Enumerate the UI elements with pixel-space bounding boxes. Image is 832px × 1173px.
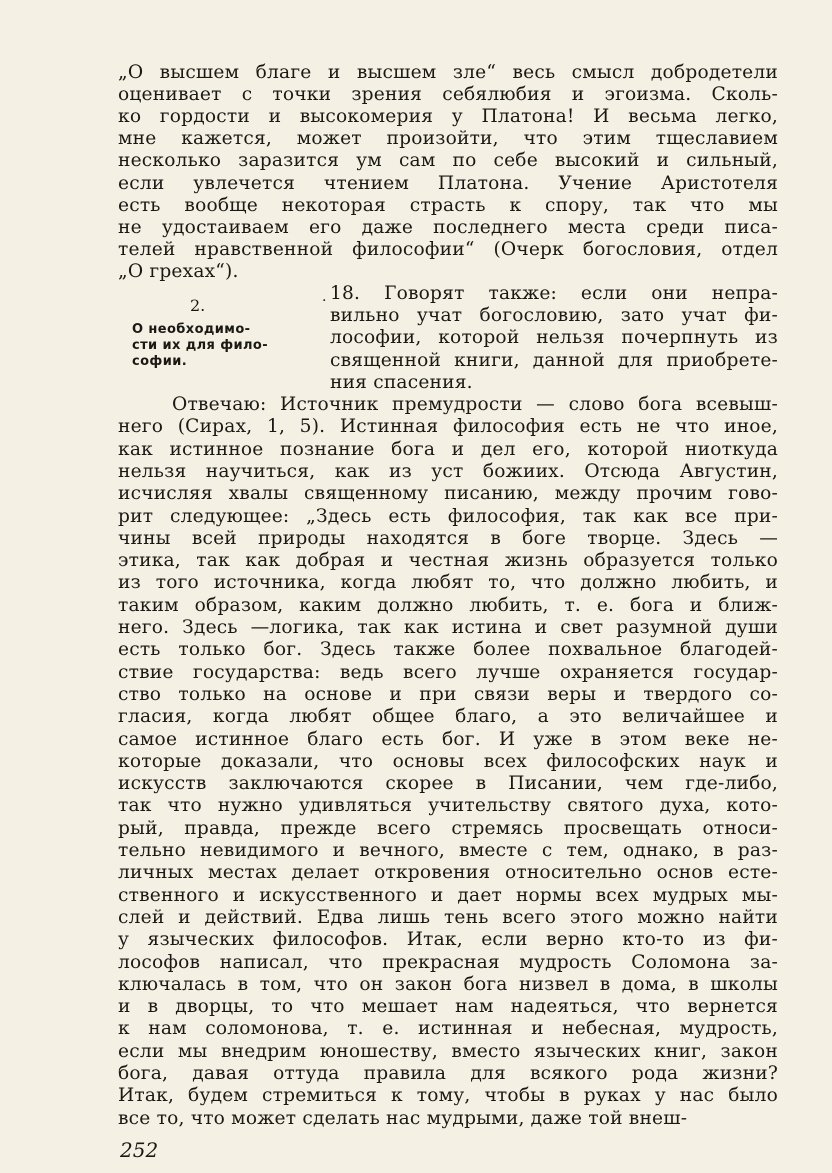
text-line: него. Здесь —логика, так как истина и свет разумной души [118,617,778,638]
text-line: есть только бог. Здесь также более похвальное благодей- [118,639,778,661]
text-line: тельно невидимого и вечного, вместе с тем, однако, в раз- [118,840,778,861]
text-line: чины всей природы находятся в боге творце. Здесь — [118,527,778,549]
text-line: гласия, когда любят общее благо, а это величайшее и [118,706,778,728]
text-line: ния спасения. [330,371,473,393]
text-line: есть вообще некоторая страсть к спору, так что мы [118,194,778,216]
side-heading-line: О необходимо- [132,322,251,337]
text-line: которые доказали, что основы всех философских наук и [118,750,778,772]
text-line: оценивает с точки зрения себялюбия и эгоизма. Сколь- [118,84,778,106]
text-line: слей и действий. Едва лишь тень всего этого можно найти [118,906,778,928]
text-line: Отвечаю: Источник премудрости — слово бога всевыш- [172,394,778,415]
text-line: ственного и искусственного и дает нормы всех мудрых мы- [118,884,778,906]
side-heading-line: софии. [132,354,188,369]
text-line: если увлечется чтением Платона. Учение Аристотеля [118,172,778,194]
text-line: таким образом, каким должно любить, т. е. бога и ближ- [118,594,778,616]
text-line: самое истинное благо есть бог. И уже в этом веке не- [118,728,778,750]
margin-dash: · [322,293,327,309]
text-line: бога, давая оттуда правила для всякого рода жизни? [118,1063,778,1084]
text-line: лософов написал, что прекрасная мудрость Соломона за- [118,951,778,973]
text-line: если мы внедрим юношеству, вместо языческих книг, закон [118,1040,778,1062]
section-number: 2. [190,296,206,315]
text-line: так что нужно удивляться учительству святого духа, кото- [118,795,778,817]
text-line: ствие государства: ведь всего лучше охраняется государ- [118,661,778,683]
text-line: нельзя научиться, как из уст божиих. Отсюда Августин, [118,460,778,482]
text-line: „О грехах“). [118,260,239,282]
text-line: мне кажется, может произойти, что этим тщеславием [118,128,778,150]
text-line: искусств заключаются скорее в Писании, чем где-либо, [118,773,778,795]
text-line: несколько заразится ум сам по себе высокий и сильный, [118,150,778,172]
text-line: личных местах делает откровения относительно основ есте- [118,862,778,884]
side-heading-line: сти их для фило- [132,338,269,353]
text-line: к нам соломонова, т. е. истинная и небесная, мудрость, [118,1018,778,1040]
text-line: этика, так как добрая и честная жизнь образуется только [118,550,778,572]
text-line: телей нравственной философии“ (Очерк богословия, отдел [118,238,778,260]
text-line: ство только на основе и при связи веры и твердого со- [118,683,778,705]
text-line: из того источника, когда любят то, что должно любить, и [118,572,778,594]
page-number: 252 [120,1138,159,1162]
text-line: рит следующее: „Здесь есть философия, так как все при- [118,505,778,527]
text-line: него (Сирах, 1, 5). Истинная философия есть не что иное, [118,416,778,438]
text-line: исчисляя хвалы священному писанию, между прочим гово- [118,483,778,505]
text-line: „О высшем благе и высшем зле“ весь смысл добродетели [118,62,778,83]
text-line: все то, что может сделать нас мудрыми, даже той внеш- [118,1107,688,1129]
text-line: лософии, которой нельзя почерпнуть из [330,327,778,349]
text-line: и в дворцы, то что мешает нам надеяться, что вернется [118,996,778,1018]
text-line: Итак, будем стремиться к тому, чтобы в руках у нас было [118,1085,778,1107]
text-line: рый, правда, прежде всего стремясь просвещать относи- [118,817,778,839]
text-line: ко гордости и высокомерия у Платона! И весьма легко, [118,106,778,128]
text-line: 18. Говорят также: если они непра- [330,283,778,304]
text-line: вильно учат богословию, зато учат фи- [330,305,778,327]
side-heading [132,322,312,370]
text-line: у языческих философов. Итак, если верно кто-то из фи- [118,929,778,951]
text-line: не удостаиваем его даже последнего места среди писа- [118,216,778,238]
text-line: как истинное познание бога и дел его, которой ниоткуда [118,438,778,460]
text-line: священной книги, данной для приобрете- [330,349,778,371]
text-line: ключалась в том, что он закон бога низвел в дома, в школы [118,973,778,995]
